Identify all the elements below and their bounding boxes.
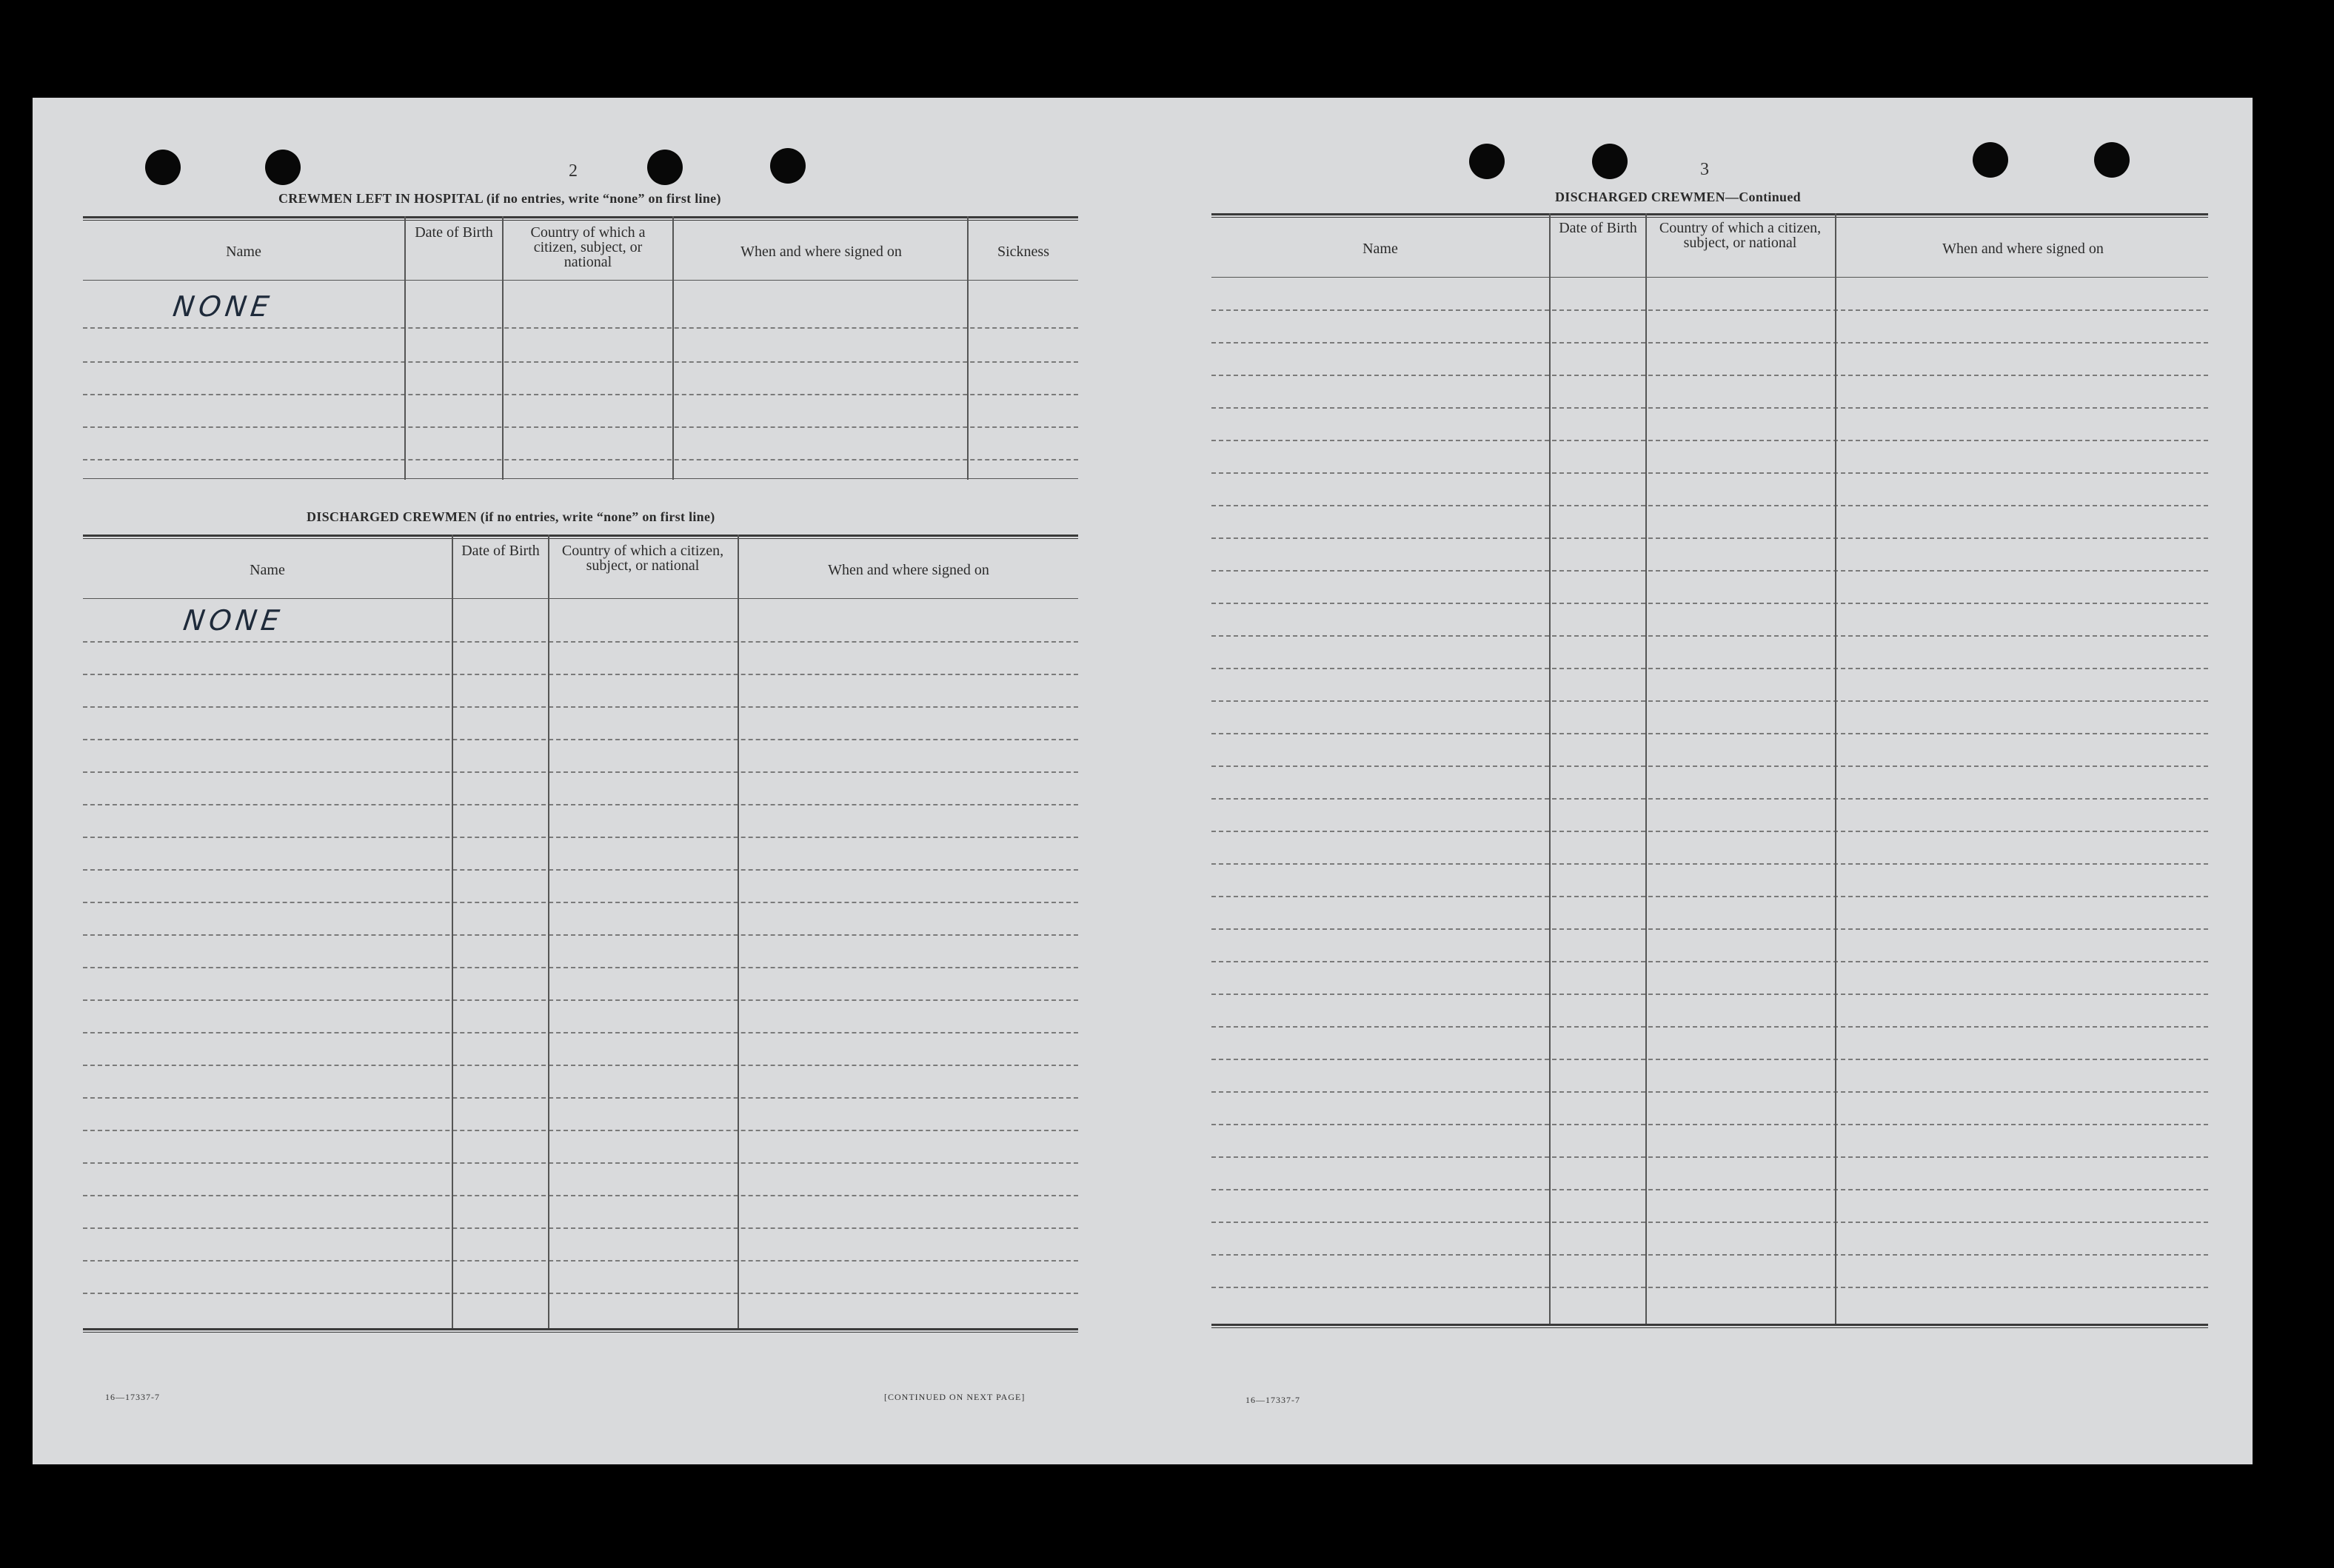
column-header-name: Name: [250, 562, 285, 578]
column-header-name: Name: [226, 244, 261, 260]
continued-note: [CONTINUED ON NEXT PAGE]: [884, 1392, 1026, 1402]
column-header-signed-on: When and where signed on: [740, 244, 902, 260]
punch-hole: [265, 150, 301, 185]
column-header-date-of-birth: Date of Birth: [1559, 220, 1637, 236]
page-number: 2: [569, 161, 578, 181]
punch-hole: [1973, 142, 2008, 178]
handwritten-entry: NONE: [170, 290, 275, 323]
discharged-continued-title: DISCHARGED CREWMEN—Continued: [1555, 190, 1801, 204]
punch-hole: [647, 150, 683, 185]
column-header-country: Country of which a citizen, subject, or national: [530, 224, 646, 270]
column-header-date-of-birth: Date of Birth: [461, 543, 540, 559]
discharged-table: [83, 535, 1078, 1352]
punch-hole: [145, 150, 181, 185]
page-number: 3: [1700, 160, 1709, 179]
form-number: 16—17337-7: [105, 1392, 160, 1402]
form-number: 16—17337-7: [1245, 1395, 1300, 1405]
handwritten-entry: NONE: [181, 604, 286, 637]
column-header-signed-on: When and where signed on: [1942, 241, 2104, 257]
column-header-country: Country of which a citizen, subject, or national: [561, 543, 724, 574]
punch-hole: [1592, 144, 1628, 179]
hospital-section-title: CREWMEN LEFT IN HOSPITAL (if no entries, write “none” on first line): [278, 191, 721, 206]
punch-hole: [770, 148, 806, 184]
discharged-section-title: DISCHARGED CREWMEN (if no entries, write “none” on first line): [307, 509, 715, 524]
column-header-signed-on: When and where signed on: [828, 562, 989, 578]
punch-hole: [2094, 142, 2130, 178]
punch-hole: [1469, 144, 1505, 179]
column-header-country: Country of which a citizen, subject, or national: [1659, 220, 1822, 251]
hospital-table: [83, 216, 1078, 481]
column-header-sickness: Sickness: [997, 244, 1049, 260]
document-sheet: [33, 98, 2253, 1464]
column-header-name: Name: [1362, 241, 1398, 257]
column-header-date-of-birth: Date of Birth: [415, 224, 493, 241]
discharged-continued-table: [1211, 213, 2208, 1362]
